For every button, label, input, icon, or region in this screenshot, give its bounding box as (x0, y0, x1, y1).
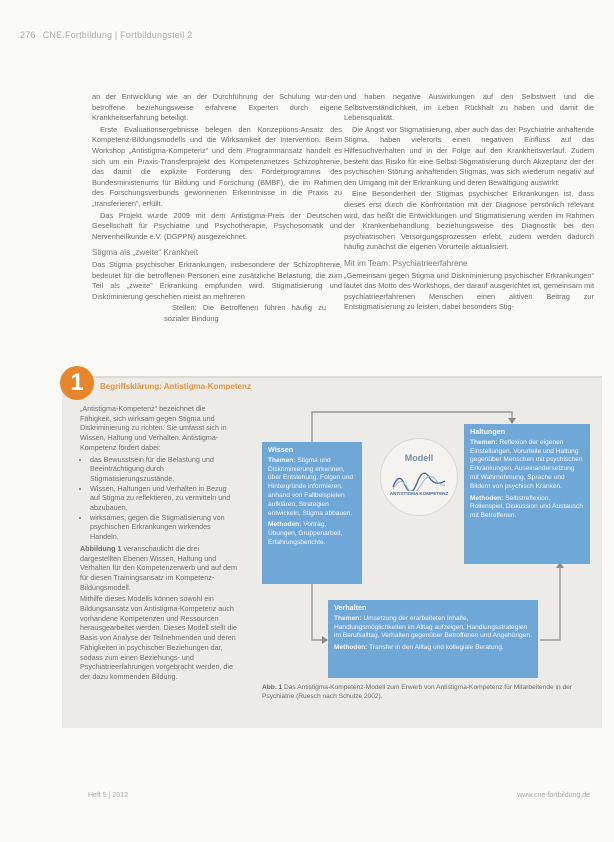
box-number-badge: 1 (60, 366, 94, 400)
panel-methods (268, 521, 356, 547)
panel-text: Stigma und Diskriminierung erkennen, über Entstehung, Folgen und Hintergründe informieren, anhand von Fallbeispielen aufklären, Strategien entwickeln, Stigma abbauen. (268, 456, 354, 517)
model-label: Modell (404, 453, 434, 463)
list-item: • das Bewusstsein für die Belastung und Beeinträchtigung durch Stigmatisierungszustände, (90, 455, 238, 484)
paragraph-last-line: Stellen: Die Betroffenen führen häufig zu sozialer Bindung (164, 303, 326, 323)
panel-attitudes (464, 424, 590, 564)
panel-body (470, 439, 584, 492)
panel-knowledge (262, 442, 362, 584)
box-intro: „Antistigma-Kompetenz“ bezeichnet die Fähigkeit, sich wirksam gegen Stigma und Diskriminierung zu richten. Sie umfasst sich in Wissen, Haltung und Verhalten. Antistigma-Kompetenz fördert dabei: (80, 404, 227, 452)
panel-methods (470, 495, 584, 521)
figure-reference-text: veranschaulicht die drei dargestellten Ebenen Wissen, Haltung und Verhalten für den Kompetenzerwerb und auf dem für diesen Trainingsansatz im Kompetenz-Bildungsmodell. (80, 543, 238, 592)
panel-label: Themen: (334, 614, 362, 622)
panel-body (268, 457, 356, 519)
model-circle (380, 438, 458, 516)
panel-label: Themen: (268, 456, 296, 464)
caption-text: Das Antistigma-Kompetenz-Modell zum Erwerb von Antistigma-Kompetenz für Mitarbeitende in der Psychiatrie (Ruesch nach Schulze 2002). (262, 684, 573, 700)
paragraph: an der Entwicklung wie an der Durchführung der Schulung wur-den betroffene beziehungsweise erfahrene Experten durch eigene Krankheitserfahrung beteiligt. (92, 92, 342, 123)
panel-text: Selbstreflexion, Rollenspiel, Diskussion und Austausch mit Betroffenen. (470, 494, 583, 520)
paragraph: Eine Besonderheit der Stigmas psychischer Erkrankungen ist, dass dieses erst durch die Konfrontation mit der Diagnose persönlich relevant wird, das heißt die Entwicklungen und Stigmatisierung werden im Rahmen der Krankenbehandlung beziehungsweise des Diagnostik bei den psychiatrischen Versorgungsprozessen erlebt, zudem werden dadurch häufig zunächst die eigenen Vorurteile aktualisiert. (344, 189, 594, 252)
panel-title: Wissen (268, 445, 294, 454)
footer-issue: Heft 5 | 2012 (88, 792, 128, 799)
panel-methods (334, 644, 532, 653)
caption-label: Abb. 1 (262, 684, 283, 691)
paragraph: Die Angst vor Stigmatisierung, aber auch das der Psychiatrie anhaftende Stigma, haben vielerorts einen negativen Einfluss auf das Hilfesuchverhalten und in der Folge auf den Krankheitsverlauf. Zudem besteht das Risiko für eine Selbst-Stigmatisierung durch Akzeptanz der der psychischen Störung anhaftenden Stigmas, was sich wiederum negativ auf den Umgang mit der Erkrankung und deren Bewältigung auswirkt. (344, 124, 594, 187)
section-heading: Stigma als „zweite“ Krankheit (92, 248, 199, 258)
panel-text: Umsetzung der erarbeiteten Inhalte, Handlungsmöglichkeiten im Alltag aufzeigen, Handlungsstrategien im Berufsalltag, Verhalten gegenüber Betroffenen und Angehörigen. (334, 614, 532, 640)
footer-website: www.cne-fortbildung.de (517, 792, 590, 799)
page-number: 276 (20, 30, 36, 40)
box-closing: Mithilfe dieses Modells können sowohl ein Bildungsansatz von Antistigma-Kompetenz auch vorhandene Kompetenzen und Ressourcen herausgearbeitet werden. Dieses Modell stellt die Basis von Analyse der Teilnehmenden und deren Fähigkeiten in psychischer Beziehungen dar, sodass zum einen Beziehungs- und Psychiatrieerfahrungen vorgebracht werden, die der dazu kommenden Bildung. (80, 594, 238, 681)
antistigma-logo-icon (391, 467, 447, 491)
panel-label: Methoden: (268, 521, 302, 529)
section-heading: Mit im Team: Psychiatrieerfahrene (344, 258, 468, 268)
model-logo-text: ANTISTIGMA KOMPETENZ (389, 491, 449, 496)
panel-label: Themen: (470, 438, 498, 446)
panel-label: Methoden: (470, 494, 504, 502)
figure-reference-label: Abbildung 1 (80, 543, 122, 553)
list-item: • wirksames, gegen die Stigmatisierung von psychischen Erkrankungen wirkendes Handeln. (90, 513, 238, 542)
panel-body (334, 615, 532, 641)
arrow-bottom-left (312, 584, 326, 640)
list-item: • Wissen, Haltungen und Verhalten in Bezug auf Stigma zu reflektieren, zu vermitteln und abzubauen, (90, 484, 238, 513)
panel-text: Transfer in den Alltag und kollegiale Beratung. (369, 644, 504, 652)
paragraph: „Gemeinsam gegen Stigma und Diskriminierung psychischer Erkrankungen“ lautet das Motto des Workshops, der darauf ausgerichtet ist, gemeinsam mit psychiatrieerfahrenen Menschen einen aktiven Beitrag zur Entstigmatisierung zu leisten, dabei besonders Stig- (344, 270, 594, 312)
figure-caption (262, 684, 588, 701)
panel-label: Methoden: (334, 644, 368, 652)
panel-text: Vortrag, Übungen, Gruppenarbeit, Erfahrungsberichte. (268, 521, 343, 546)
paragraph: Das Stigma psychischer Erkrankungen, insbesondere der Schizophrenie, bedeutet für die betroffenen Personen eine zusätzliche Belastung, die zum Teil als „zweite“ Erkrankung empfunden wird. Stigmatisierung und Diskriminierung geschehen meist an mehreren (92, 259, 342, 301)
panel-behaviour (328, 600, 538, 678)
paragraph: Das Projekt wurde 2009 mit dem Antistigma-Preis der Deutschen Gesellschaft für Psychiatrie und Psychotherapie, Psychosomatik und Nervenheilkunde e.V. (DGPPN) ausgezeichnet. (92, 210, 342, 241)
arrow-bottom-right (540, 566, 560, 640)
box-title: Begriffsklärung: Antistigma-Kompetenz (100, 382, 251, 391)
running-head-title: CNE.Fortbildung | Fortbildungsteil 2 (42, 30, 193, 40)
panel-text: Reflexion der eigenen Einstellungen, Vorurteile und Haltung gegenüber Menschen mit psychischen Erkrankungen, Auseinandersetzung mit Wahrnehmung, Sprache und Bildern von psychisch Kranken. (470, 438, 583, 490)
panel-title: Haltungen (470, 427, 506, 436)
paragraph: und haben negative Auswirkungen auf den Selbstwert und die Selbstverständlichkeit, im Leben Rückhalt zu haben und damit die Lebensqualität. (344, 92, 594, 123)
panel-title: Verhalten (334, 603, 367, 612)
paragraph: Erste Evaluationsergebnisse belegen den Konzeptions-Ansatz des Kompetenz-Bildungsmodells und die Wirksamkeit der Intervention. Beim Workshop „Antistigma-Kompetenz“ und dem Programmansatz handelt es sich um ein Praxis-Transferprojekt des Kompetenznetzes Schizophrenie, das damit die explizite Forderung des Förderprogramms des Bundesministeriums für Bildung und Forschung (BMBF), die im Rahmen des Forschungsverbunds gewonnenen Erkenntnisse in die Praxis zu „transferieren“, erfüllt. (92, 124, 342, 208)
